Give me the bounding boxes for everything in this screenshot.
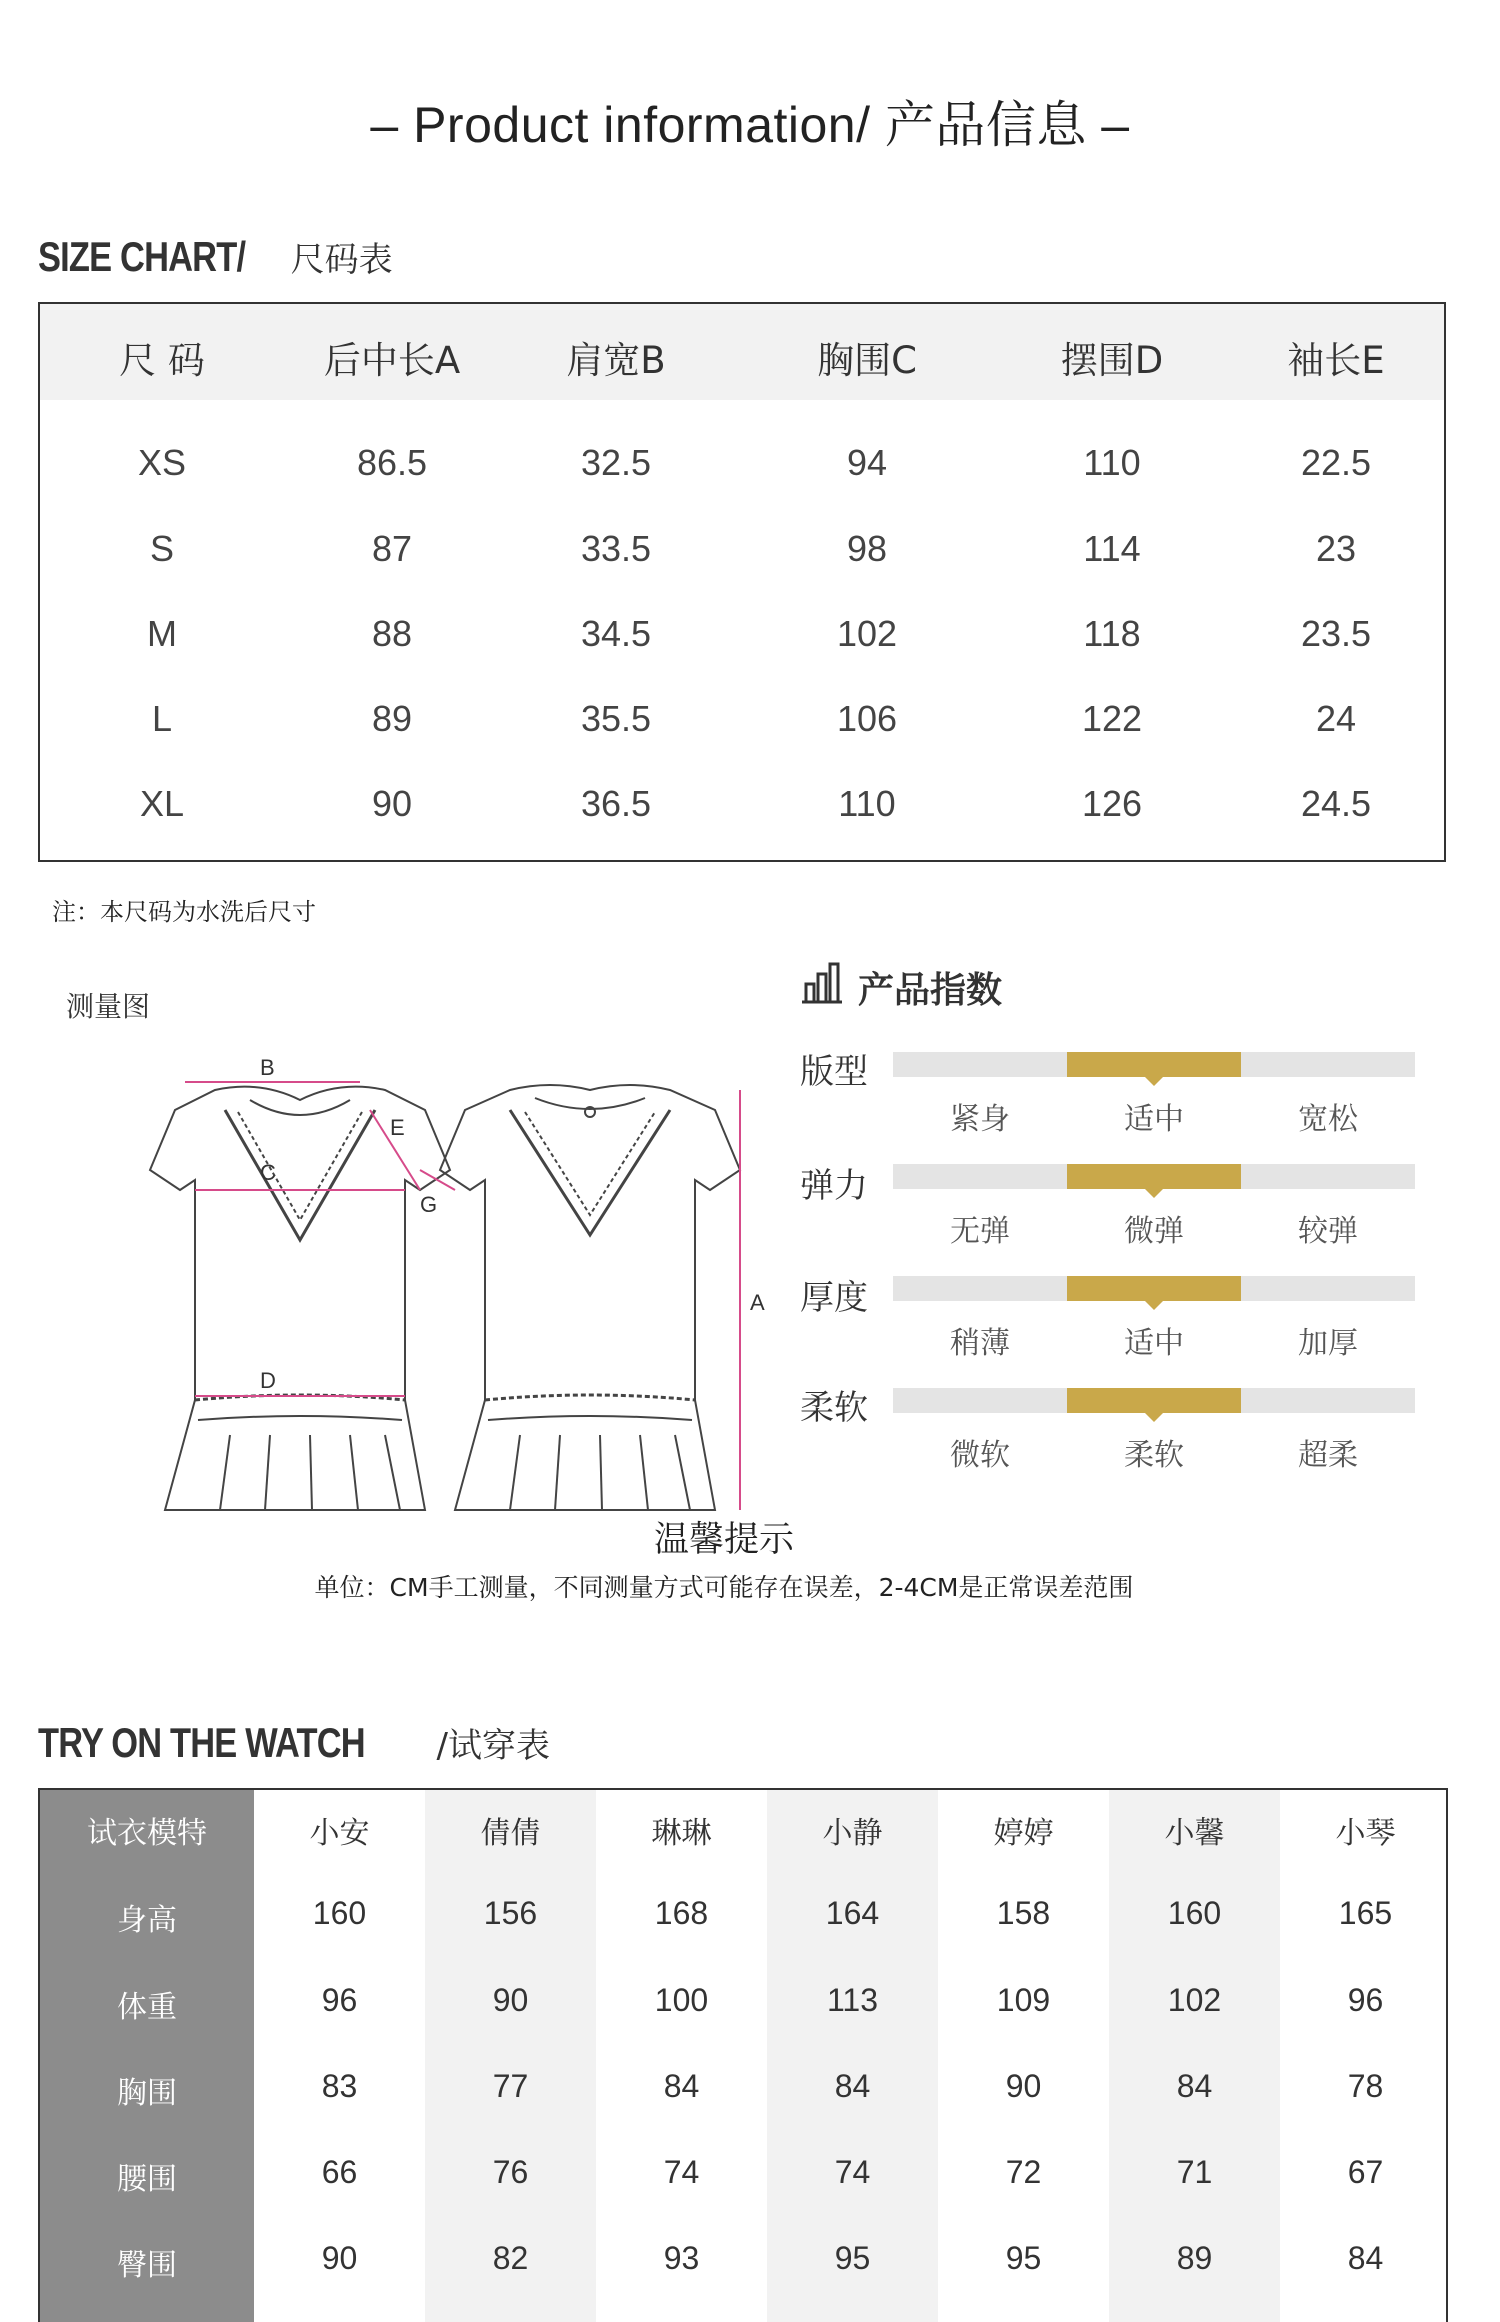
size-chart-heading-zh: 尺码表 [290, 240, 393, 280]
product-index-option: 适中 [1124, 1326, 1184, 1361]
try-on-value: 77 [492, 2068, 529, 2104]
front-view-garment [150, 1087, 450, 1510]
try-on-model-name: 倩倩 [480, 1816, 541, 1851]
size-col-header: 肩宽B [566, 339, 666, 382]
size-col-header: 袖长E [1287, 339, 1385, 382]
try-on-model-name: 小静 [822, 1816, 883, 1851]
try-on-value: 83 [321, 2068, 358, 2104]
try-on-value: 78 [1347, 2068, 1384, 2104]
size-value: 35.5 [580, 698, 652, 739]
try-on-value: 158 [996, 1895, 1051, 1931]
try-on-value: 113 [826, 1982, 878, 2018]
size-value: 110 [1083, 442, 1141, 483]
try-on-value: 66 [321, 2154, 358, 2190]
size-value: 106 [836, 698, 898, 739]
try-on-header-label: 试衣模特 [87, 1816, 207, 1851]
try-on-row-label: 体重 [117, 1990, 177, 2025]
size-chart-heading-en: SIZE CHART/ [38, 233, 246, 280]
size-value: 34.5 [580, 613, 652, 654]
try-on-value: 89 [1176, 2240, 1213, 2276]
size-label: S [149, 528, 174, 569]
try-on-value: 96 [1347, 1982, 1384, 2018]
size-value: 118 [1083, 613, 1141, 654]
page-title: – Product information/ 产品信息 – [370, 97, 1130, 153]
product-index-option: 较弹 [1298, 1214, 1358, 1249]
product-index-option: 稍薄 [950, 1326, 1010, 1361]
measure-diagram-label: 测量图 [66, 990, 151, 1023]
try-on-value: 109 [996, 1982, 1051, 2018]
try-on-row-label: 身高 [117, 1903, 177, 1938]
product-index-option: 超柔 [1298, 1438, 1358, 1473]
try-on-row-label: 胸围 [117, 2076, 177, 2111]
try-on-value: 164 [825, 1895, 880, 1931]
size-value: 86.5 [356, 442, 428, 483]
product-index-option: 加厚 [1298, 1326, 1358, 1361]
try-on-value: 165 [1338, 1895, 1393, 1931]
size-note: 注：本尺码为水洗后尺寸 [52, 898, 316, 926]
product-index-indicator [1067, 1164, 1241, 1189]
size-chart-heading [38, 232, 393, 281]
try-on-value: 102 [1167, 1982, 1222, 2018]
product-index-pointer [1145, 1301, 1163, 1310]
size-col-header: 胸围C [817, 339, 917, 382]
try-on-value: 160 [1167, 1895, 1222, 1931]
try-on-model-name: 琳琳 [651, 1816, 712, 1851]
garment-measurement-diagram [120, 1040, 780, 1520]
product-index-option: 微软 [950, 1438, 1010, 1473]
size-value: 23.5 [1300, 613, 1372, 654]
size-value: 89 [371, 698, 413, 739]
size-label: XL [139, 783, 185, 824]
try-on-value: 84 [1176, 2068, 1213, 2104]
size-col-header: 摆围D [1060, 339, 1164, 382]
product-index-title: 产品指数 [858, 970, 1003, 1011]
try-on-value: 82 [492, 2240, 529, 2276]
size-value: 122 [1081, 698, 1143, 739]
size-value: 32.5 [580, 442, 652, 483]
product-index-pointer [1145, 1077, 1163, 1086]
size-value: 22.5 [1300, 442, 1372, 483]
measure-letter-b: B [260, 1055, 275, 1080]
size-value: 23 [1315, 528, 1357, 569]
tips-text: 单位：CM手工测量，不同测量方式可能存在误差，2-4CM是正常误差范围 [314, 1573, 1134, 1602]
try-on-value: 76 [492, 2154, 529, 2190]
try-on-value: 168 [654, 1895, 709, 1931]
product-index-option: 无弹 [950, 1214, 1010, 1249]
product-index-option: 适中 [1124, 1102, 1184, 1137]
size-label: XS [137, 442, 187, 483]
product-index-pointer [1145, 1413, 1163, 1422]
try-on-value: 156 [483, 1895, 538, 1931]
measure-letter-e: E [390, 1115, 405, 1140]
product-index-track [893, 1164, 1415, 1189]
try-on-value: 96 [321, 1982, 358, 2018]
try-on-value: 84 [1347, 2240, 1384, 2276]
product-index-row-label: 厚度 [800, 1278, 868, 1318]
try-on-model-name: 小馨 [1164, 1816, 1225, 1851]
product-index-indicator [1067, 1276, 1241, 1301]
product-index-option: 紧身 [950, 1102, 1010, 1137]
try-on-value: 90 [321, 2240, 358, 2276]
try-on-value: 160 [312, 1895, 367, 1931]
try-on-value: 72 [1005, 2154, 1042, 2190]
try-on-model-name: 小琴 [1335, 1816, 1396, 1851]
size-chart-table [38, 302, 1446, 862]
try-on-model-name: 婷婷 [993, 1816, 1054, 1851]
size-value: 87 [371, 528, 413, 569]
size-value: 88 [371, 613, 413, 654]
try-on-model-name: 小安 [309, 1816, 370, 1851]
product-index-track [893, 1388, 1415, 1413]
size-value: 98 [846, 528, 888, 569]
size-value: 114 [1083, 528, 1141, 569]
try-on-value: 84 [834, 2068, 871, 2104]
try-on-value: 74 [663, 2154, 700, 2190]
try-on-heading-en: TRY ON THE WATCH [38, 1719, 365, 1766]
size-label: L [151, 698, 173, 739]
try-on-row-label: 臀围 [117, 2248, 177, 2283]
size-value: 24 [1315, 698, 1357, 739]
try-on-value: 84 [663, 2068, 700, 2104]
product-index-track [893, 1052, 1415, 1077]
try-on-value: 93 [663, 2240, 700, 2276]
try-on-value: 95 [1005, 2240, 1042, 2276]
try-on-value: 74 [834, 2154, 871, 2190]
product-index-indicator [1067, 1052, 1241, 1077]
tips-title: 温馨提示 [653, 1520, 794, 1560]
product-index-option: 宽松 [1298, 1102, 1358, 1137]
size-value: 90 [371, 783, 413, 824]
size-label: M [147, 613, 177, 654]
product-index-row-label: 柔软 [800, 1388, 868, 1428]
product-index-pointer [1145, 1189, 1163, 1198]
measure-letter-a: A [750, 1290, 765, 1315]
size-value: 94 [846, 442, 888, 483]
try-on-heading [38, 1718, 550, 1767]
size-value: 102 [836, 613, 898, 654]
product-index-indicator [1067, 1388, 1241, 1413]
size-value: 24.5 [1300, 783, 1372, 824]
try-on-value: 100 [654, 1982, 709, 2018]
back-view-garment [440, 1085, 740, 1510]
measure-letter-d: D [260, 1368, 276, 1393]
product-index-option: 柔软 [1124, 1438, 1184, 1473]
product-index-row-label: 弹力 [800, 1166, 868, 1206]
size-value: 126 [1081, 783, 1143, 824]
size-value: 110 [838, 783, 896, 824]
try-on-value: 71 [1176, 2154, 1213, 2190]
size-col-header: 尺 码 [119, 339, 205, 382]
measure-letter-c: C [260, 1160, 276, 1185]
try-on-row-label: 腰围 [117, 2162, 177, 2197]
try-on-value: 90 [492, 1982, 529, 2018]
bar-chart-icon [800, 960, 844, 1004]
try-on-value: 90 [1005, 2068, 1042, 2104]
try-on-value: 95 [834, 2240, 871, 2276]
try-on-table [38, 1788, 1448, 2322]
size-value: 36.5 [580, 783, 652, 824]
try-on-heading-zh: /试穿表 [436, 1726, 551, 1766]
product-index-option: 微弹 [1124, 1214, 1184, 1249]
measure-letter-g: G [420, 1192, 438, 1217]
size-value: 33.5 [580, 528, 652, 569]
size-col-header: 后中长A [323, 339, 461, 382]
product-index-row-label: 版型 [800, 1052, 868, 1092]
try-on-value: 67 [1347, 2154, 1384, 2190]
product-index-track [893, 1276, 1415, 1301]
